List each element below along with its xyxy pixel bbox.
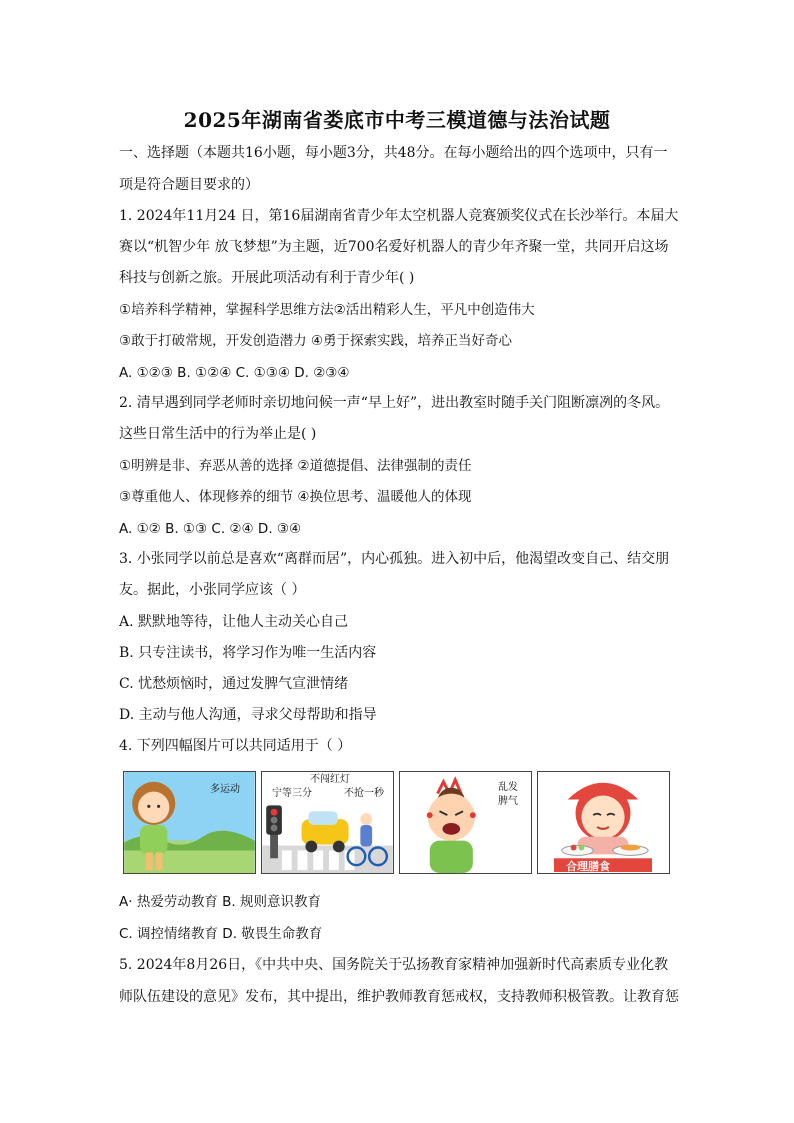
q2-item-line-2: ③尊重他人、体现修养的细节 ④换位思考、温暖他人的体现 (119, 489, 472, 505)
figure-traffic-label-left: 宁等三分 (272, 788, 312, 799)
q3-option-c: C. 忧愁烦恼时，通过发脾气宣泄情绪 (119, 676, 349, 692)
diet-illustration (538, 772, 669, 873)
q2-item-line-1: ①明辨是非、弃恶从善的选择 ②道德提倡、法律强制的责任 (119, 458, 472, 474)
q3-option-a: A. 默默地等待，让他人主动关心自己 (119, 614, 349, 630)
figure-traffic-label-top: 不闯红灯 (310, 774, 350, 785)
q3-option-b: B. 只专注读书，将学习作为唯一生活内容 (119, 645, 377, 661)
figure-traffic (261, 771, 394, 874)
q3-option-d: D. 主动与他人沟通，寻求父母帮助和指导 (119, 707, 377, 723)
q4-options-line-2: C. 调控情绪教育 D. 敬畏生命教育 (119, 926, 323, 942)
figure-temper (399, 771, 532, 874)
q5-stem-line-2: 师队伍建设的意见》发布，其中提出，维护教师教育惩戒权，支持教师积极管教。让教育惩 (119, 989, 679, 1005)
q1-stem-line-2: 赛以“机智少年 放飞梦想”为主题，近700名爱好机器人的青少年齐聚一堂，共同开启这场 (119, 239, 669, 255)
q4-options-line-1: A· 热爱劳动教育 B. 规则意识教育 (119, 894, 321, 910)
q2-stem-line-2: 这些日常生活中的行为举止是( ) (119, 426, 317, 442)
figure-diet-label: 合理膳食 (566, 860, 610, 873)
figure-temper-label-2: 脾气 (498, 796, 518, 807)
figure-exercise-label: 多运动 (210, 784, 240, 795)
q3-stem-line-2: 友。据此，小张同学应该（ ） (119, 582, 306, 598)
q1-stem-line-1: 1. 2024年11月24 日，第16届湖南省青少年太空机器人竞赛颁奖仪式在长沙举行。本届大 (119, 208, 679, 224)
section-heading-line-2: 项是符合题目要求的） (119, 177, 259, 193)
q2-options: A. ①② B. ①③ C. ②④ D. ③④ (119, 521, 302, 537)
q1-item-line-2: ③敢于打破常规，开发创造潜力 ④勇于探索实践，培养正当好奇心 (119, 333, 512, 349)
figure-diet (537, 771, 670, 874)
q4-figure-strip (123, 771, 671, 876)
q2-stem-line-1: 2. 清早遇到同学老师时亲切地问候一声“早上好”，进出教室时随手关门阻断凛冽的冬风。 (119, 395, 670, 411)
figure-traffic-label-right: 不抢一秒 (344, 788, 384, 799)
q1-item-line-1: ①培养科学精神，掌握科学思维方法②活出精彩人生，平凡中创造伟大 (119, 302, 535, 318)
figure-temper-label-1: 乱发 (498, 782, 518, 793)
figure-exercise (123, 771, 256, 874)
q3-stem-line-1: 3. 小张同学以前总是喜欢“离群而居”，内心孤独。进入初中后，他渴望改变自己、结交朋 (119, 551, 670, 567)
q1-stem-line-3: 科技与创新之旅。开展此项活动有利于青少年( ) (119, 270, 415, 286)
page-title: 2025年湖南省娄底市中考三模道德与法治试题 (183, 108, 611, 132)
section-heading-line-1: 一、选择题（本题共16小题，每小题3分，共48分。在每小题给出的四个选项中，只有一 (119, 145, 668, 161)
q1-options: A. ①②③ B. ①②④ C. ①③④ D. ②③④ (119, 365, 350, 381)
q4-stem: 4. 下列四幅图片可以共同适用于（ ） (119, 738, 352, 754)
q5-stem-line-1: 5. 2024年8月26日，《中共中央、国务院关于弘扬教育家精神加强新时代高素质专业化教 (119, 957, 669, 973)
